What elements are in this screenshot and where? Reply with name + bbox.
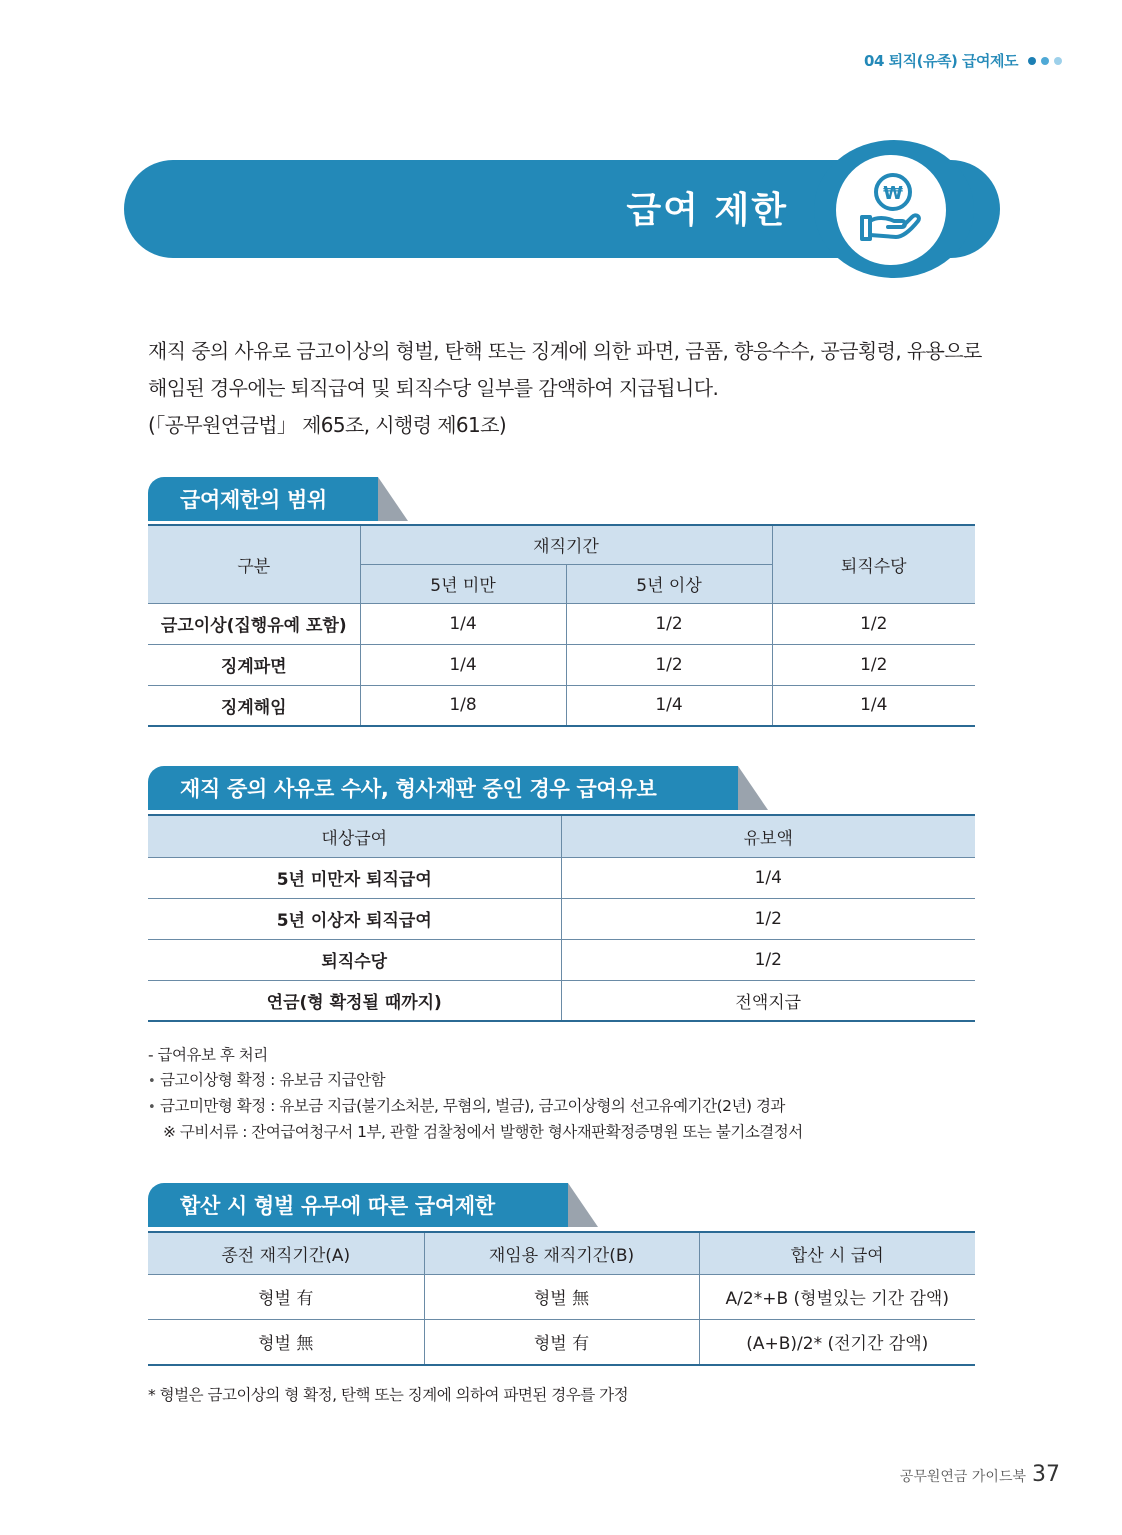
notes-required-docs: ※ 구비서류 : 잔여급여청구서 1부, 관할 검찰청에서 발행한 형사재판확정증명원 또는 불기소결정서 — [163, 1123, 803, 1141]
dots-decoration — [1028, 57, 1062, 65]
header-allowance: 퇴직수당 — [772, 525, 975, 603]
header-under5: 5년 미만 — [360, 564, 566, 603]
notes-item: • 금고이상형 확정 : 유보금 지급안함 — [148, 1068, 803, 1094]
section3-title: 합산 시 형벌 유무에 따른 급여제한 — [148, 1183, 568, 1227]
header-category: 구분 — [148, 525, 360, 603]
page-title: 급여 제한 — [626, 190, 788, 231]
cell-under5: 1/8 — [360, 685, 566, 726]
intro-line-2: 해임된 경우에는 퇴직급여 및 퇴직수당 일부를 감액하여 지급됩니다. — [148, 376, 719, 400]
table-row — [148, 685, 975, 726]
header-over5: 5년 이상 — [566, 564, 772, 603]
page-footer — [900, 1462, 1060, 1487]
intro-line-1: 재직 중의 사유로 금고이상의 형벌, 탄핵 또는 징계에 의한 파면, 금품, 향응수수, 공금횡령, 유용으로 — [148, 339, 982, 363]
cell-under5: 1/4 — [360, 603, 566, 644]
benefit-hold-table — [148, 814, 975, 1022]
header-reemploy: 재임용 재직기간(B) — [424, 1232, 699, 1274]
header-service-period: 재직기간 — [360, 525, 772, 564]
table-row — [148, 939, 975, 980]
header-amount: 유보액 — [561, 815, 975, 857]
cell-reemploy: 형벌 有 — [424, 1319, 699, 1365]
row-label: 퇴직수당 — [148, 939, 561, 980]
chapter-header — [864, 50, 1062, 71]
cell-sum: (A+B)/2* (전기간 감액) — [699, 1319, 975, 1365]
notes-heading: - 급여유보 후 처리 — [148, 1046, 268, 1064]
restriction-scope-table — [148, 524, 975, 727]
cell-under5: 1/4 — [360, 644, 566, 685]
section2-title: 재직 중의 사유로 수사, 형사재판 중인 경우 급여유보 — [148, 766, 738, 810]
row-label: 5년 미만자 퇴직급여 — [148, 857, 561, 898]
row-label: 연금(형 확정될 때까지) — [148, 980, 561, 1021]
row-label: 5년 이상자 퇴직급여 — [148, 898, 561, 939]
header-target: 대상급여 — [148, 815, 561, 857]
cell-allowance: 1/4 — [772, 685, 975, 726]
footnote: * 형벌은 금고이상의 형 확정, 탄핵 또는 징계에 의하여 파면된 경우를 가정 — [148, 1386, 629, 1404]
book-title: 공무원연금 가이드북 — [899, 1469, 1026, 1485]
notes-item: • 금고미만형 확정 : 유보금 지급(불기소처분, 무혐의, 벌금), 금고이상형의 선고유예기간(2년) 경과 — [148, 1094, 803, 1120]
table-row — [148, 603, 975, 644]
cell-over5: 1/4 — [566, 685, 772, 726]
header-prev: 종전 재직기간(A) — [148, 1232, 424, 1274]
page-number: 37 — [1032, 1462, 1060, 1487]
table-row — [148, 644, 975, 685]
cell-over5: 1/2 — [566, 603, 772, 644]
row-label: 징계해임 — [148, 685, 360, 726]
cell-over5: 1/2 — [566, 644, 772, 685]
cell-value: 1/4 — [561, 857, 975, 898]
intro-line-3: (「공무원연금법」 제65조, 시행령 제61조) — [148, 413, 507, 437]
hand-holding-won-coin-icon — [836, 155, 946, 265]
header-sum: 합산 시 급여 — [699, 1232, 975, 1274]
combined-period-table — [148, 1231, 975, 1366]
hold-processing-notes — [148, 1043, 803, 1145]
cell-value: 전액지급 — [561, 980, 975, 1021]
cell-value: 1/2 — [561, 898, 975, 939]
row-label: 금고이상(집행유예 포함) — [148, 603, 360, 644]
cell-prev: 형벌 有 — [148, 1274, 424, 1319]
cell-reemploy: 형벌 無 — [424, 1274, 699, 1319]
section1-title: 급여제한의 범위 — [148, 477, 378, 521]
svg-text:₩: ₩ — [883, 183, 903, 204]
table-row — [148, 857, 975, 898]
cell-value: 1/2 — [561, 939, 975, 980]
table-row — [148, 1274, 975, 1319]
table-row — [148, 1319, 975, 1365]
cell-allowance: 1/2 — [772, 644, 975, 685]
intro-paragraph — [148, 333, 988, 444]
table-row — [148, 898, 975, 939]
row-label: 징계파면 — [148, 644, 360, 685]
table-row — [148, 980, 975, 1021]
chapter-title: 04 퇴직(유족) 급여제도 — [864, 52, 1018, 70]
cell-sum: A/2*+B (형벌있는 기간 감액) — [699, 1274, 975, 1319]
cell-allowance: 1/2 — [772, 603, 975, 644]
cell-prev: 형벌 無 — [148, 1319, 424, 1365]
